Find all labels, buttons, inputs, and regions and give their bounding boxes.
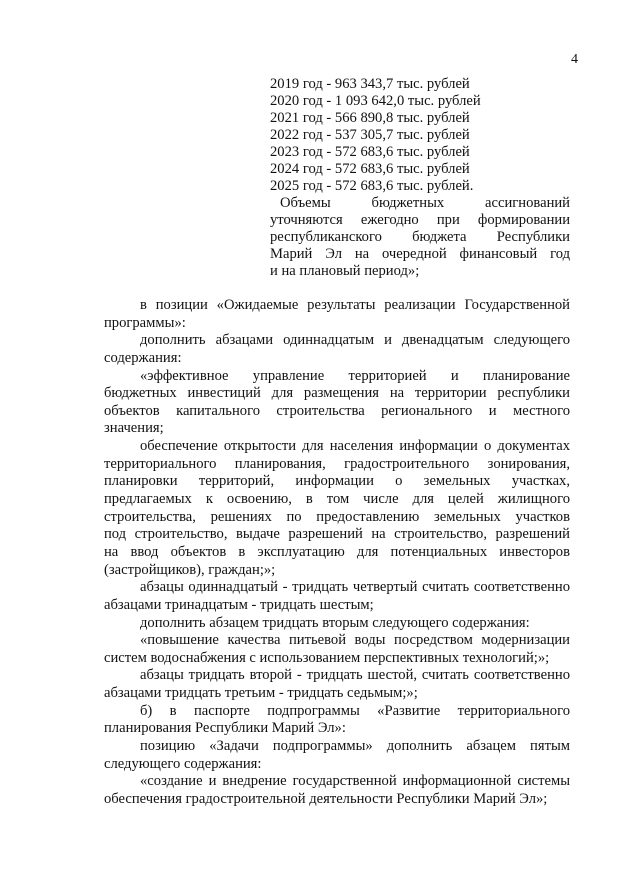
- body-line: «повышение качества питьевой воды посредством модернизации: [140, 632, 570, 649]
- body-line: предлагаемых к освоению, в том числе для целей жилищного: [104, 491, 570, 508]
- body-line: содержания:: [104, 349, 182, 366]
- body-text: [104, 297, 570, 809]
- funding-note-line: республиканского бюджета Республики: [270, 229, 570, 245]
- body-line: абзацы одиннадцатый - тридцать четвертый считать соответственно: [140, 579, 570, 596]
- body-line: систем водоснабжения с использованием перспективных технологий;»;: [104, 649, 550, 666]
- body-line: обеспечение открытости для населения информации о документах: [140, 438, 570, 455]
- body-line: дополнить абзацем тридцать вторым следующего содержания:: [140, 614, 530, 631]
- body-line: дополнить абзацами одиннадцатым и двенадцатым следующего: [140, 332, 570, 349]
- body-line: строительства, решениях по предоставлению земельных участков: [104, 508, 570, 525]
- funding-note-line: Марий Эл на очередной финансовый год: [270, 246, 570, 262]
- body-line: б) в паспорте подпрограммы «Развитие территориального: [140, 702, 570, 719]
- funding-year-line: 2025 год - 572 683,6 тыс. рублей.: [270, 178, 474, 194]
- funding-year-line: 2024 год - 572 683,6 тыс. рублей: [270, 161, 470, 177]
- body-line: под строительство, выдаче разрешений на строительство, разрешений: [104, 526, 570, 543]
- funding-note-line: уточняются ежегодно при формировании: [270, 212, 570, 228]
- funding-note-line: Объемы бюджетных ассигнований: [280, 195, 570, 211]
- body-line: бюджетных инвестиций для размещения на территории республики: [104, 385, 570, 402]
- body-line: значения;: [104, 420, 164, 437]
- body-line: следующего содержания:: [104, 755, 262, 772]
- body-line: абзацами тридцать третьим - тридцать седьмым;»;: [104, 685, 418, 702]
- body-line: планирования Республики Марий Эл»:: [104, 720, 346, 737]
- body-line: объектов капитального строительства регионального и местного: [104, 402, 570, 419]
- body-line: территориального планирования, градостроительного зонирования,: [104, 455, 570, 472]
- body-line: планировки территорий, информации о земельных участках,: [104, 473, 570, 490]
- body-line: «создание и внедрение государственной информационной системы: [140, 773, 570, 790]
- body-line: на ввод объектов в эксплуатацию для потенциальных инвесторов: [104, 543, 570, 560]
- body-line: абзацы тридцать второй - тридцать шестой, считать соответственно: [140, 667, 570, 684]
- funding-year-line: 2019 год - 963 343,7 тыс. рублей: [270, 76, 470, 92]
- body-line: «эффективное управление территорией и планирование: [140, 367, 570, 384]
- body-line: программы»:: [104, 314, 186, 331]
- body-line: позицию «Задачи подпрограммы» дополнить абзацем пятым: [140, 738, 570, 755]
- body-line: абзацами тринадцатым - тридцать шестым;: [104, 596, 374, 613]
- body-line: в позиции «Ожидаемые результаты реализации Государственной: [140, 297, 570, 313]
- page-number: 4: [571, 52, 578, 67]
- funding-year-line: 2021 год - 566 890,8 тыс. рублей: [270, 110, 470, 126]
- body-line: обеспечения градостроительной деятельности Республики Марий Эл»;: [104, 790, 548, 807]
- body-line: (застройщиков), граждан;»;: [104, 561, 276, 578]
- funding-block: [270, 76, 570, 280]
- funding-year-line: 2022 год - 537 305,7 тыс. рублей: [270, 127, 470, 143]
- funding-year-line: 2020 год - 1 093 642,0 тыс. рублей: [270, 93, 481, 109]
- funding-year-line: 2023 год - 572 683,6 тыс. рублей: [270, 144, 470, 160]
- funding-note-line: и на плановый период»;: [270, 263, 420, 279]
